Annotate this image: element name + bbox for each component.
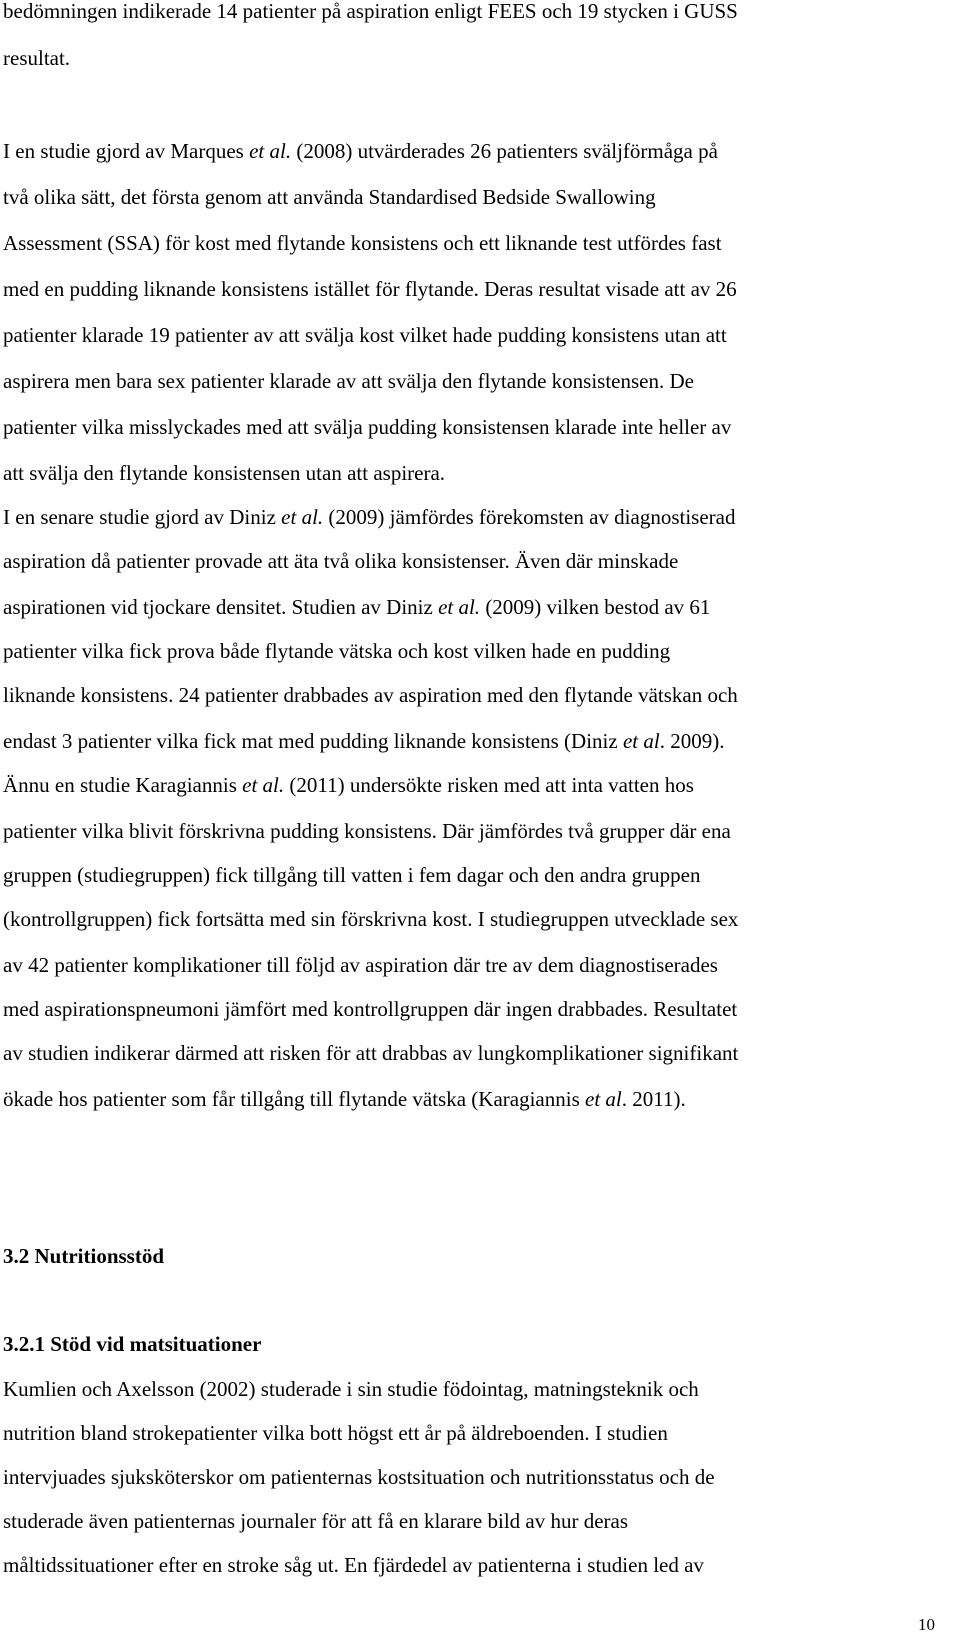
text-line bbox=[3, 276, 737, 302]
text-line bbox=[3, 1086, 686, 1112]
text-line bbox=[3, 322, 727, 348]
text-span: patienter vilka blivit förskrivna pudding konsistens. Där jämfördes två grupper där ena bbox=[3, 819, 731, 843]
text-span: patienter vilka fick prova både flytande vätska och kost vilken hade en pudding bbox=[3, 639, 671, 663]
text-line bbox=[3, 504, 735, 530]
text-line bbox=[3, 230, 722, 256]
italic-text: et al bbox=[622, 729, 660, 753]
text-line bbox=[3, 414, 731, 440]
section-line: nutrition bland strokepatienter vilka bott högst ett år på äldreboenden. I studien bbox=[3, 1421, 668, 1445]
text-span: två olika sätt, det första genom att använda Standardised Bedside Swallowing bbox=[3, 185, 656, 209]
text-span: (2011) undersökte risken med att inta vatten hos bbox=[284, 773, 694, 797]
text-line bbox=[3, 460, 445, 486]
heading-3-2-1: 3.2.1 Stöd vid matsituationer bbox=[3, 1332, 262, 1356]
text-span: (2009) vilken bestod av 61 bbox=[480, 595, 711, 619]
text-line bbox=[3, 45, 70, 71]
text-span: gruppen (studiegruppen) fick tillgång till vatten i fem dagar och den andra gruppen bbox=[3, 863, 701, 887]
italic-text: et al bbox=[585, 1087, 622, 1111]
italic-text: et al. bbox=[281, 505, 324, 529]
text-span: med en pudding liknande konsistens istället för flytande. Deras resultat visade att av 26 bbox=[3, 277, 737, 301]
text-span: bedömningen indikerade 14 patienter på aspiration enligt FEES och 19 stycken i GUSS bbox=[3, 0, 738, 23]
text-line bbox=[3, 368, 694, 394]
text-span: aspiration då patienter provade att äta två olika konsistenser. Även där minskade bbox=[3, 549, 679, 573]
text-line bbox=[3, 906, 738, 932]
section-line: intervjuades sjuksköterskor om patienternas kostsituation och nutritionsstatus och de bbox=[3, 1465, 715, 1489]
page-number: 10 bbox=[918, 1615, 935, 1634]
text-span: att svälja den flytande konsistensen utan att aspirera. bbox=[3, 461, 446, 485]
text-span: liknande konsistens. 24 patienter drabbades av aspiration med den flytande vätskan och bbox=[3, 683, 738, 707]
text-line bbox=[3, 638, 670, 664]
heading-3-2: 3.2 Nutritionsstöd bbox=[3, 1244, 165, 1268]
text-span: av 42 patienter komplikationer till följd av aspiration där tre av dem diagnostiserades bbox=[3, 953, 718, 977]
text-span: patienter vilka misslyckades med att svälja pudding konsistensen klarade inte heller av bbox=[3, 415, 732, 439]
italic-text: et al. bbox=[242, 773, 285, 797]
text-span: med aspirationspneumoni jämfört med kontrollgruppen där ingen drabbades. Resultatet bbox=[3, 997, 738, 1021]
text-line bbox=[3, 1040, 738, 1066]
text-span: (kontrollgruppen) fick fortsätta med sin förskrivna kost. I studiegruppen utvecklade sex bbox=[3, 907, 739, 931]
text-span: . 2009). bbox=[659, 729, 725, 753]
italic-text: et al. bbox=[438, 595, 481, 619]
text-line bbox=[3, 862, 700, 888]
text-span: resultat. bbox=[3, 46, 71, 70]
text-span: Ännu en studie Karagiannis bbox=[3, 773, 243, 797]
text-span: av studien indikerar därmed att risken för att drabbas av lungkomplikationer signifikant bbox=[3, 1041, 739, 1065]
text-line bbox=[3, 728, 724, 754]
text-span: endast 3 patienter vilka fick mat med pudding liknande konsistens (Diniz bbox=[3, 729, 623, 753]
section-line: måltidssituationer efter en stroke såg ut. En fjärdedel av patienterna i studien led av bbox=[3, 1553, 704, 1577]
text-span: (2008) utvärderades 26 patienters sväljförmåga på bbox=[291, 139, 718, 163]
text-span: aspirera men bara sex patienter klarade av att svälja den flytande konsistensen. De bbox=[3, 369, 694, 393]
text-line bbox=[3, 138, 718, 164]
italic-text: et al. bbox=[249, 139, 292, 163]
text-line bbox=[3, 682, 738, 708]
text-span: I en studie gjord av Marques bbox=[3, 139, 250, 163]
section-line: studerade även patienternas journaler för att få en klarare bild av hur deras bbox=[3, 1509, 629, 1533]
text-line bbox=[3, 184, 656, 210]
text-line bbox=[3, 594, 710, 620]
text-span: aspirationen vid tjockare densitet. Studien av Diniz bbox=[3, 595, 439, 619]
text-span: I en senare studie gjord av Diniz bbox=[3, 505, 282, 529]
text-line bbox=[3, 772, 694, 798]
text-span: ökade hos patienter som får tillgång till flytande vätska (Karagiannis bbox=[3, 1087, 585, 1111]
text-line bbox=[3, 0, 738, 24]
text-span: . 2011). bbox=[621, 1087, 686, 1111]
text-line bbox=[3, 818, 731, 844]
text-span: Assessment (SSA) för kost med flytande konsistens och ett liknande test utfördes fast bbox=[3, 231, 722, 255]
text-line bbox=[3, 548, 678, 574]
text-span: (2009) jämfördes förekomsten av diagnostiserad bbox=[323, 505, 736, 529]
text-span: patienter klarade 19 patienter av att svälja kost vilket hade pudding konsistens utan att bbox=[3, 323, 727, 347]
text-line bbox=[3, 952, 718, 978]
text-line bbox=[3, 996, 737, 1022]
section-line: Kumlien och Axelsson (2002) studerade i sin studie födointag, matningsteknik och bbox=[3, 1377, 699, 1401]
